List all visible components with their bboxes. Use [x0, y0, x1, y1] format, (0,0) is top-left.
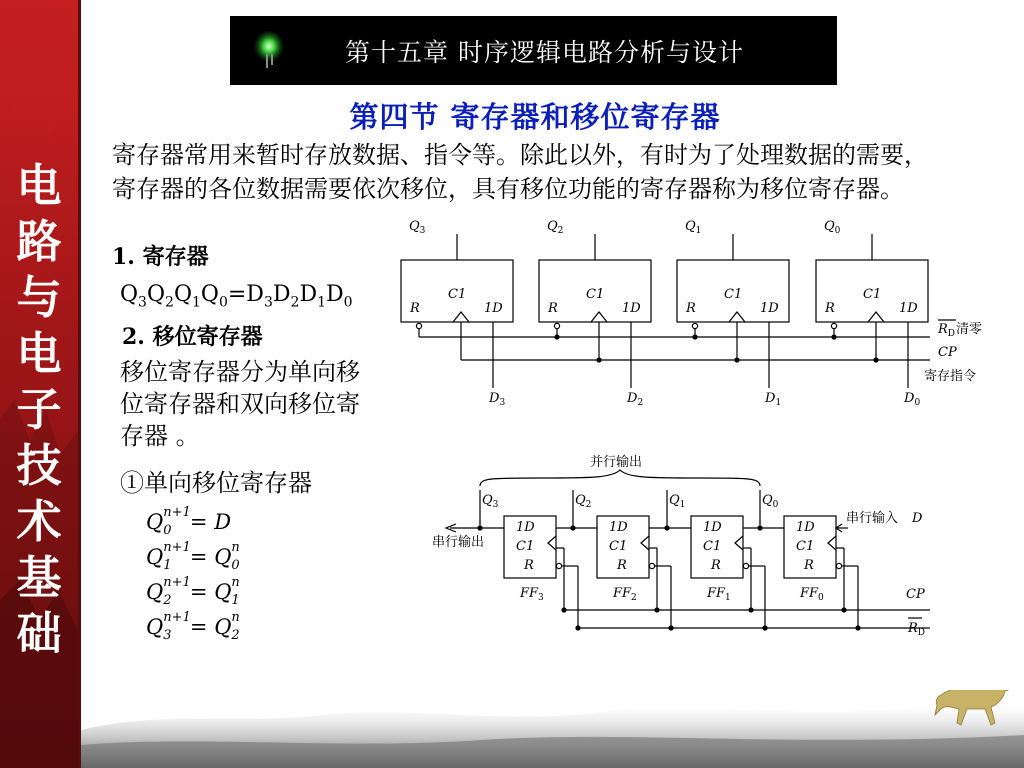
parallel-output-brace	[480, 470, 760, 486]
q-output-label: $Q_3$	[409, 219, 426, 236]
clock-triangle	[453, 312, 469, 322]
serial-output-text: 串行输出	[432, 535, 485, 550]
cp-label: CP	[938, 345, 957, 360]
junction-dot	[596, 357, 601, 362]
serial-input-text: 串行输入	[846, 511, 899, 526]
inversion-bubble	[649, 563, 654, 568]
clock-triangle	[548, 536, 556, 550]
rd-clear-text: 清零	[956, 322, 983, 337]
d-input-name: $D_2$	[627, 391, 644, 408]
c1-label: C1	[724, 287, 743, 302]
c1-label: C1	[448, 287, 467, 302]
junction-dot	[873, 357, 878, 362]
inversion-bubble	[692, 323, 697, 328]
sidebar-char: 基	[16, 551, 62, 604]
sidebar-char: 电	[16, 327, 62, 380]
shift-register-paragraph: 移位寄存器分为单向移位寄存器和双向移位寄存器 。	[120, 358, 360, 450]
flip-flop-label: $FF_3$	[520, 586, 544, 603]
q-output-label: $Q_2$	[575, 493, 592, 510]
c1-label: C1	[863, 287, 882, 302]
rd-label: $R_D$	[908, 621, 926, 638]
q-output-label: $Q_0$	[824, 219, 841, 236]
section-title: 第四节 寄存器和移位寄存器	[349, 100, 721, 134]
register-formula: $Q_3Q_2Q_1Q_0=D_3D_2D_1D_0$	[120, 282, 353, 311]
junction-dot	[734, 357, 739, 362]
sidebar-char: 路	[16, 215, 62, 268]
q-output-label: $Q_3$	[482, 493, 499, 510]
q-output-label: $Q_0$	[762, 493, 779, 510]
inversion-bubble	[836, 563, 841, 568]
r-label: R	[825, 301, 835, 316]
c1-label: C1	[516, 539, 535, 554]
r-label: R	[548, 301, 558, 316]
equation-q3: Q n+1 3 = Q n 2	[146, 610, 240, 643]
d-input-label: 1D	[796, 520, 815, 535]
equation-q2: Q n+1 2 = Q n 1	[146, 575, 240, 608]
d-input-label: 1D	[516, 520, 535, 535]
cp-label: CP	[906, 587, 925, 602]
flip-flop-label: $FF_0$	[800, 586, 824, 603]
junction-dot	[831, 334, 836, 339]
flip-flop-label: $FF_1$	[707, 586, 731, 603]
inversion-bubble	[556, 563, 561, 568]
flip-flop-label: $FF_2$	[613, 586, 637, 603]
r-label: R	[617, 558, 627, 573]
clock-triangle	[868, 312, 884, 322]
clock-triangle	[591, 312, 607, 322]
register-command-text: 寄存指令	[924, 369, 977, 384]
sidebar-char: 与	[16, 271, 62, 324]
sidebar-char: 子	[16, 383, 62, 436]
clock-triangle	[828, 536, 836, 550]
r-label: R	[524, 558, 534, 573]
r-label: R	[711, 558, 721, 573]
parallel-output-text: 并行输出	[590, 455, 643, 470]
rd-label: $R_D$	[938, 322, 956, 339]
inversion-bubble	[831, 323, 836, 328]
c1-label: C1	[796, 539, 815, 554]
inversion-bubble	[743, 563, 748, 568]
d-input-label: 1D	[899, 301, 918, 316]
inversion-bubble	[554, 323, 559, 328]
register-circuit-labels	[409, 219, 982, 408]
inversion-bubble	[416, 323, 421, 328]
equation-q0: Q n+1 0 = D	[146, 505, 232, 538]
sidebar-char: 电	[16, 159, 62, 212]
heading-unidirectional: ①单向移位寄存器	[120, 469, 312, 497]
sidebar-char: 技	[16, 439, 62, 492]
d-input-name: $D_0$	[904, 391, 921, 408]
junction-dot	[692, 334, 697, 339]
q-output-label: $Q_2$	[547, 219, 564, 236]
r-label: R	[410, 301, 420, 316]
heading-shift-register: 2. 移位寄存器	[122, 324, 263, 350]
chapter-title: 第十五章 时序逻辑电路分析与设计	[345, 38, 744, 67]
landscape-decoration	[81, 690, 1024, 768]
junction-dot	[554, 334, 559, 339]
sidebar-char: 础	[16, 607, 62, 660]
heading-register: 1. 寄存器	[112, 244, 209, 270]
q-output-label: $Q_1$	[669, 493, 686, 510]
equation-q1: Q n+1 1 = Q n 0	[146, 540, 240, 573]
q-output-label: $Q_1$	[685, 219, 702, 236]
c1-label: C1	[609, 539, 628, 554]
clock-triangle	[729, 312, 745, 322]
clock-triangle	[735, 536, 743, 550]
d-input-name: $D_1$	[765, 391, 782, 408]
d-input-label: 1D	[609, 520, 628, 535]
serial-input-variable: D	[912, 511, 923, 526]
intro-paragraph: 寄存器常用来暂时存放数据、指令等。除此以外，有时为了处理数据的需要，寄存器的各位数据需要依次移位，具有移位功能的寄存器称为移位寄存器。	[112, 141, 928, 203]
r-label: R	[804, 558, 814, 573]
d-input-label: 1D	[622, 301, 641, 316]
d-input-label: 1D	[703, 520, 722, 535]
clock-triangle	[641, 536, 649, 550]
sidebar-char: 术	[16, 495, 62, 548]
d-input-label: 1D	[484, 301, 503, 316]
d-input-name: $D_3$	[489, 391, 506, 408]
d-input-label: 1D	[760, 301, 779, 316]
c1-label: C1	[703, 539, 722, 554]
c1-label: C1	[586, 287, 605, 302]
r-label: R	[686, 301, 696, 316]
